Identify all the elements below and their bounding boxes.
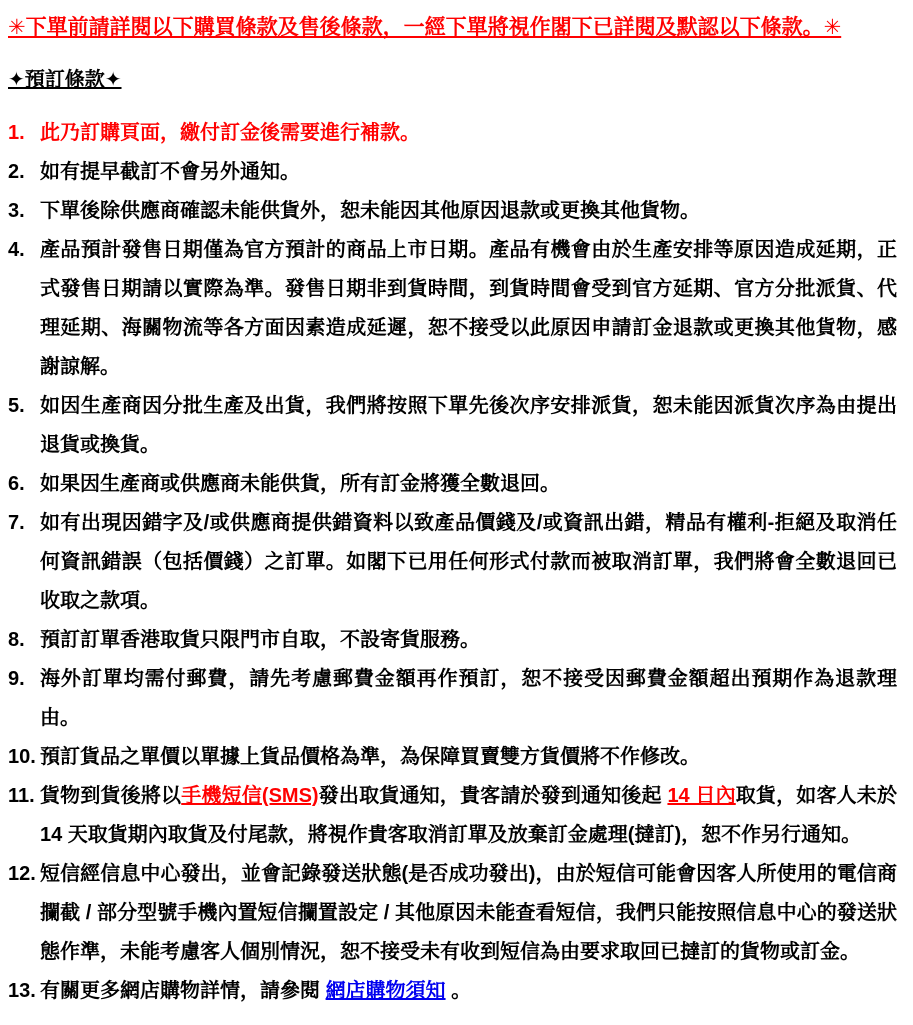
term-item-6 [8, 465, 897, 504]
term-text [40, 231, 897, 387]
term-number: 13. [8, 979, 36, 1002]
term-item-12 [8, 855, 897, 972]
terms-page [8, 12, 897, 1011]
term-number: 8. [8, 628, 25, 651]
term-text [40, 114, 897, 153]
term-segment: 預訂貨品之單價以單據上貨品價格為準，為保障買賣雙方貨價將不作修改。 [40, 745, 700, 768]
highlighted-text: 手機短信(SMS) [181, 784, 319, 807]
term-segment: 如果因生產商或供應商未能供貨，所有訂金將獲全數退回。 [40, 472, 560, 495]
term-number: 10. [8, 745, 36, 768]
term-text [40, 777, 897, 855]
term-item-5 [8, 387, 897, 465]
term-segment: 如有出現因錯字及/或供應商提供錯資料以致產品價錢及/或資訊出錯，精品有權利-拒絕及取消任何資訊錯誤（包括價錢）之訂單。如閣下已用任何形式付款而被取消訂單，我們將會全數退回已收取之款項。 [40, 511, 897, 612]
term-item-4 [8, 231, 897, 387]
term-segment: 預訂訂單香港取貨只限門市自取，不設寄貨服務。 [40, 628, 480, 651]
term-item-1 [8, 114, 897, 153]
term-segment: 發出取貨通知，貴客請於發到通知後起 [318, 784, 668, 807]
term-item-13 [8, 972, 897, 1011]
shop-guide-link[interactable]: 網店購物須知 [325, 979, 446, 1002]
term-number: 9. [8, 667, 25, 690]
term-number: 4. [8, 238, 25, 261]
term-text [40, 153, 897, 192]
term-number: 3. [8, 199, 25, 222]
term-number: 2. [8, 160, 25, 183]
term-text [40, 621, 897, 660]
term-item-11 [8, 777, 897, 855]
term-number: 1. [8, 121, 25, 144]
term-number: 5. [8, 394, 25, 417]
term-number: 7. [8, 511, 25, 534]
term-segment: 取貨，如客人未於 14 天取貨期內取貨及付尾款，將視作貴客取消訂單及放棄訂金處理(撻訂)，恕不作另行通知。 [40, 784, 897, 846]
term-segment: 短信經信息中心發出，並會記錄發送狀態(是否成功發出)，由於短信可能會因客人所使用的電信商攔截 / 部分型號手機內置短信攔置設定 / 其他原因未能查看短信，我們只能按照信息中心的發送狀態作準，未能考慮客人個別情況，恕不接受未有收到短信為由要求取回已撻訂的貨物或訂金。 [40, 862, 897, 963]
term-number: 6. [8, 472, 25, 495]
term-segment: 有關更多網店購物詳情，請參閱 [40, 979, 326, 1002]
term-item-2 [8, 153, 897, 192]
terms-list [8, 114, 897, 1011]
purchase-warning: ✳下單前請詳閱以下購買條款及售後條款，一經下單將視作閣下已詳閱及默認以下條款。✳ [8, 16, 842, 39]
term-number: 12. [8, 862, 36, 885]
term-segment: 。 [445, 979, 472, 1002]
term-segment: 貨物到貨後將以 [40, 784, 182, 807]
term-text [40, 504, 897, 621]
term-segment: 此乃訂購頁面，繳付訂金後需要進行補款。 [40, 121, 420, 144]
preorder-terms-title: ✦預訂條款✦ [8, 68, 122, 91]
term-segment: 如有提早截訂不會另外通知。 [40, 160, 300, 183]
term-item-7 [8, 504, 897, 621]
term-text [40, 738, 897, 777]
term-segment: 產品預計發售日期僅為官方預計的商品上市日期。產品有機會由於生產安排等原因造成延期，正式發售日期請以實際為準。發售日期非到貨時間，到貨時間會受到官方延期、官方分批派貨、代理延期、海關物流等各方面因素造成延遲，恕不接受以此原因申請訂金退款或更換其他貨物，感謝諒解。 [40, 238, 897, 378]
term-item-3 [8, 192, 897, 231]
term-item-10 [8, 738, 897, 777]
term-text [40, 855, 897, 972]
term-text [40, 972, 897, 1011]
term-text [40, 387, 897, 465]
term-text [40, 465, 897, 504]
term-text [40, 660, 897, 738]
term-segment: 海外訂單均需付郵費，請先考慮郵費金額再作預訂，恕不接受因郵費金額超出預期作為退款理由。 [40, 667, 897, 729]
term-segment: 如因生產商因分批生產及出貨，我們將按照下單先後次序安排派貨，恕未能因派貨次序為由提出退貨或換貨。 [40, 394, 897, 456]
term-number: 11. [8, 784, 35, 807]
term-text [40, 192, 897, 231]
highlighted-text: 14 日內 [667, 784, 736, 807]
term-item-9 [8, 660, 897, 738]
term-segment: 下單後除供應商確認未能供貨外，恕未能因其他原因退款或更換其他貨物。 [40, 199, 700, 222]
term-item-8 [8, 621, 897, 660]
